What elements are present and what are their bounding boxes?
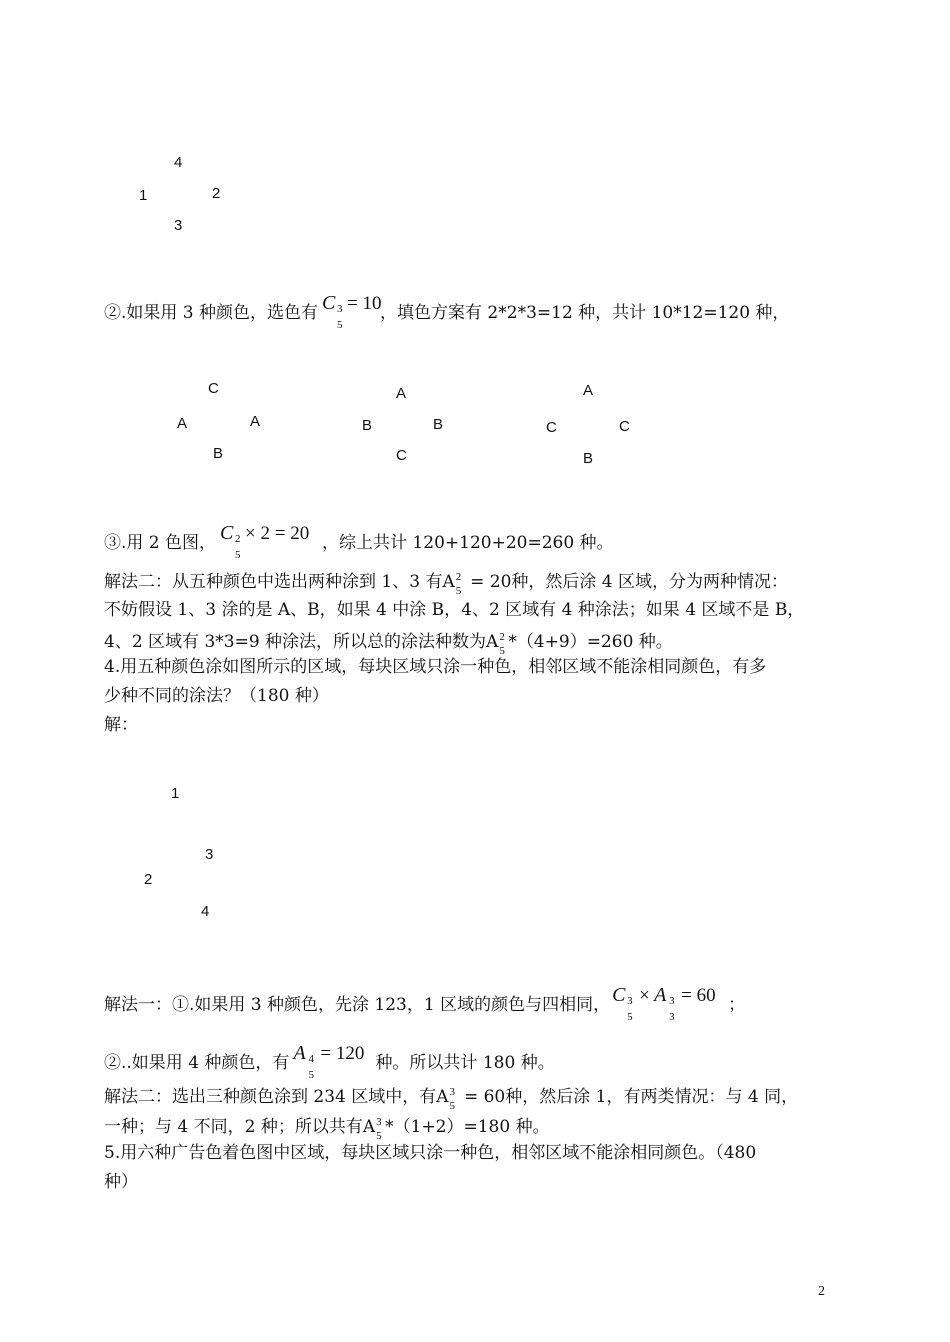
sol2-line3-tail: *（4+9）=260 种。	[508, 632, 673, 652]
formula-result: = 120	[320, 1043, 365, 1064]
sol2-line1-tail: = 20种，然后涂 4 区域，分为两种情况：	[464, 572, 789, 592]
q4-sol3-line1: 解法二：选出三种颜色涂到 234 区域中，有A	[104, 1087, 449, 1107]
perm-sup: 2	[499, 631, 505, 643]
permutation-symbol: A	[654, 984, 667, 1006]
q4-sol1-tail: ；	[728, 995, 746, 1015]
fig2c-right: C	[619, 418, 630, 435]
perm-sup: 3	[376, 1116, 382, 1128]
perm-sub: 5	[376, 1130, 382, 1142]
q4-sol2-text: ②..如果用 4 种颜色，有	[104, 1053, 290, 1073]
case-2-line	[104, 292, 844, 332]
region-label-1: 1	[171, 785, 180, 802]
combination-symbol: C	[220, 522, 234, 544]
combination-result: × 2 = 20	[245, 523, 310, 544]
q5-line2: 种）	[104, 1172, 138, 1192]
combination-symbol: C	[322, 292, 336, 314]
region-label-2: 2	[144, 871, 153, 888]
sol2-line2: 不妨假设 1、3 涂的是 A、B，如果 4 中涂 B，4、2 区域有 4 种涂法；如果 4 区域不是 B，	[104, 600, 805, 620]
times-sign: ×	[639, 985, 650, 1006]
permutation-sub: 5	[308, 1069, 314, 1081]
fig2a-left: A	[177, 415, 188, 432]
case-3-tail: ，综上共计 120+120+20=260 种。	[322, 533, 614, 553]
fig2a-right: A	[250, 413, 261, 430]
combination-result: = 10	[347, 293, 382, 314]
q4-line1: 4.用五种颜色涂如图所示的区域，每块区域只涂一种色，相邻区域不能涂相同颜色，有多	[104, 657, 767, 677]
case-3-text: ③.用 2 色图，	[104, 533, 217, 553]
question-5	[104, 1140, 844, 1198]
q4-line2: 少种不同的涂法？（180 种）	[104, 686, 329, 706]
combination-sup: 3	[627, 995, 633, 1007]
region-label-3: 3	[174, 217, 183, 234]
perm-sub: 5	[449, 1100, 456, 1112]
region-label-4: 4	[174, 154, 183, 171]
question-4	[104, 654, 844, 741]
fig2c-top: A	[583, 382, 594, 399]
permutation-sup: 3	[669, 995, 675, 1007]
fig2a-top: C	[208, 380, 219, 397]
q4-sol3-line2-tail: *（1+2）=180 种。	[385, 1117, 550, 1137]
combination-sup: 3	[337, 303, 343, 315]
perm-sup: 2	[455, 571, 462, 583]
fig2b-left: B	[362, 417, 373, 434]
case-2-text: ②.如果用 3 种颜色，选色有	[104, 303, 319, 323]
permutation-sub: 3	[669, 1011, 675, 1023]
q4-solution-label: 解：	[104, 715, 138, 735]
fig2b-right: B	[433, 416, 444, 433]
page-number: 2	[818, 1284, 825, 1299]
sol2-line1: 解法二：从五种颜色中选出两种涂到 1、3 有A	[104, 572, 455, 592]
q4-sol3-line1-tail: = 60种，然后涂 1，有两类情况：与 4 同，	[458, 1087, 799, 1107]
perm-sub: 5	[499, 645, 505, 657]
region-label-4: 4	[201, 903, 210, 920]
region-label-3: 3	[205, 846, 214, 863]
case-2-tail: ，填色方案有 2*2*3=12 种，共计 10*12=120 种，	[380, 303, 790, 323]
case-3-line	[104, 522, 844, 562]
q4-solution-2-line	[104, 1042, 844, 1082]
permutation-symbol: A	[293, 1042, 306, 1064]
q4-solution-3-paragraph	[104, 1082, 844, 1142]
fig2c-left: C	[546, 419, 557, 436]
q5-line1: 5.用六种广告色着色图中区域，每块区域只涂一种色，相邻区域不能涂相同颜色。（480	[104, 1143, 757, 1163]
fig2a-bottom: B	[213, 445, 224, 462]
formula-result: = 60	[681, 985, 716, 1006]
perm-sub: 5	[455, 585, 462, 597]
q4-sol3-line2: 一种；与 4 不同，2 种；所以共有A	[104, 1117, 376, 1137]
fig2c-bottom: B	[583, 450, 594, 467]
combination-sub: 5	[235, 549, 241, 561]
perm-sup: 3	[449, 1086, 456, 1098]
region-label-2: 2	[212, 185, 221, 202]
fig2b-bottom: C	[396, 447, 407, 464]
permutation-sup: 4	[308, 1053, 314, 1065]
combination-sub: 5	[627, 1011, 633, 1023]
sol2-line3: 4、2 区域有 3*3=9 种涂法，所以总的涂法种数为A	[104, 632, 499, 652]
q4-sol2-tail: 种。所以共计 180 种。	[375, 1053, 555, 1073]
combination-sup: 2	[235, 533, 241, 545]
combination-sub: 5	[337, 319, 343, 331]
solution-2-paragraph	[104, 567, 844, 657]
fig2b-top: A	[396, 385, 407, 402]
q4-solution-1-line	[104, 984, 844, 1024]
region-label-1: 1	[139, 187, 148, 204]
combination-symbol: C	[612, 984, 626, 1006]
q4-sol1-text: 解法一：①.如果用 3 种颜色，先涂 123，1 区域的颜色与四相同，	[104, 995, 611, 1015]
